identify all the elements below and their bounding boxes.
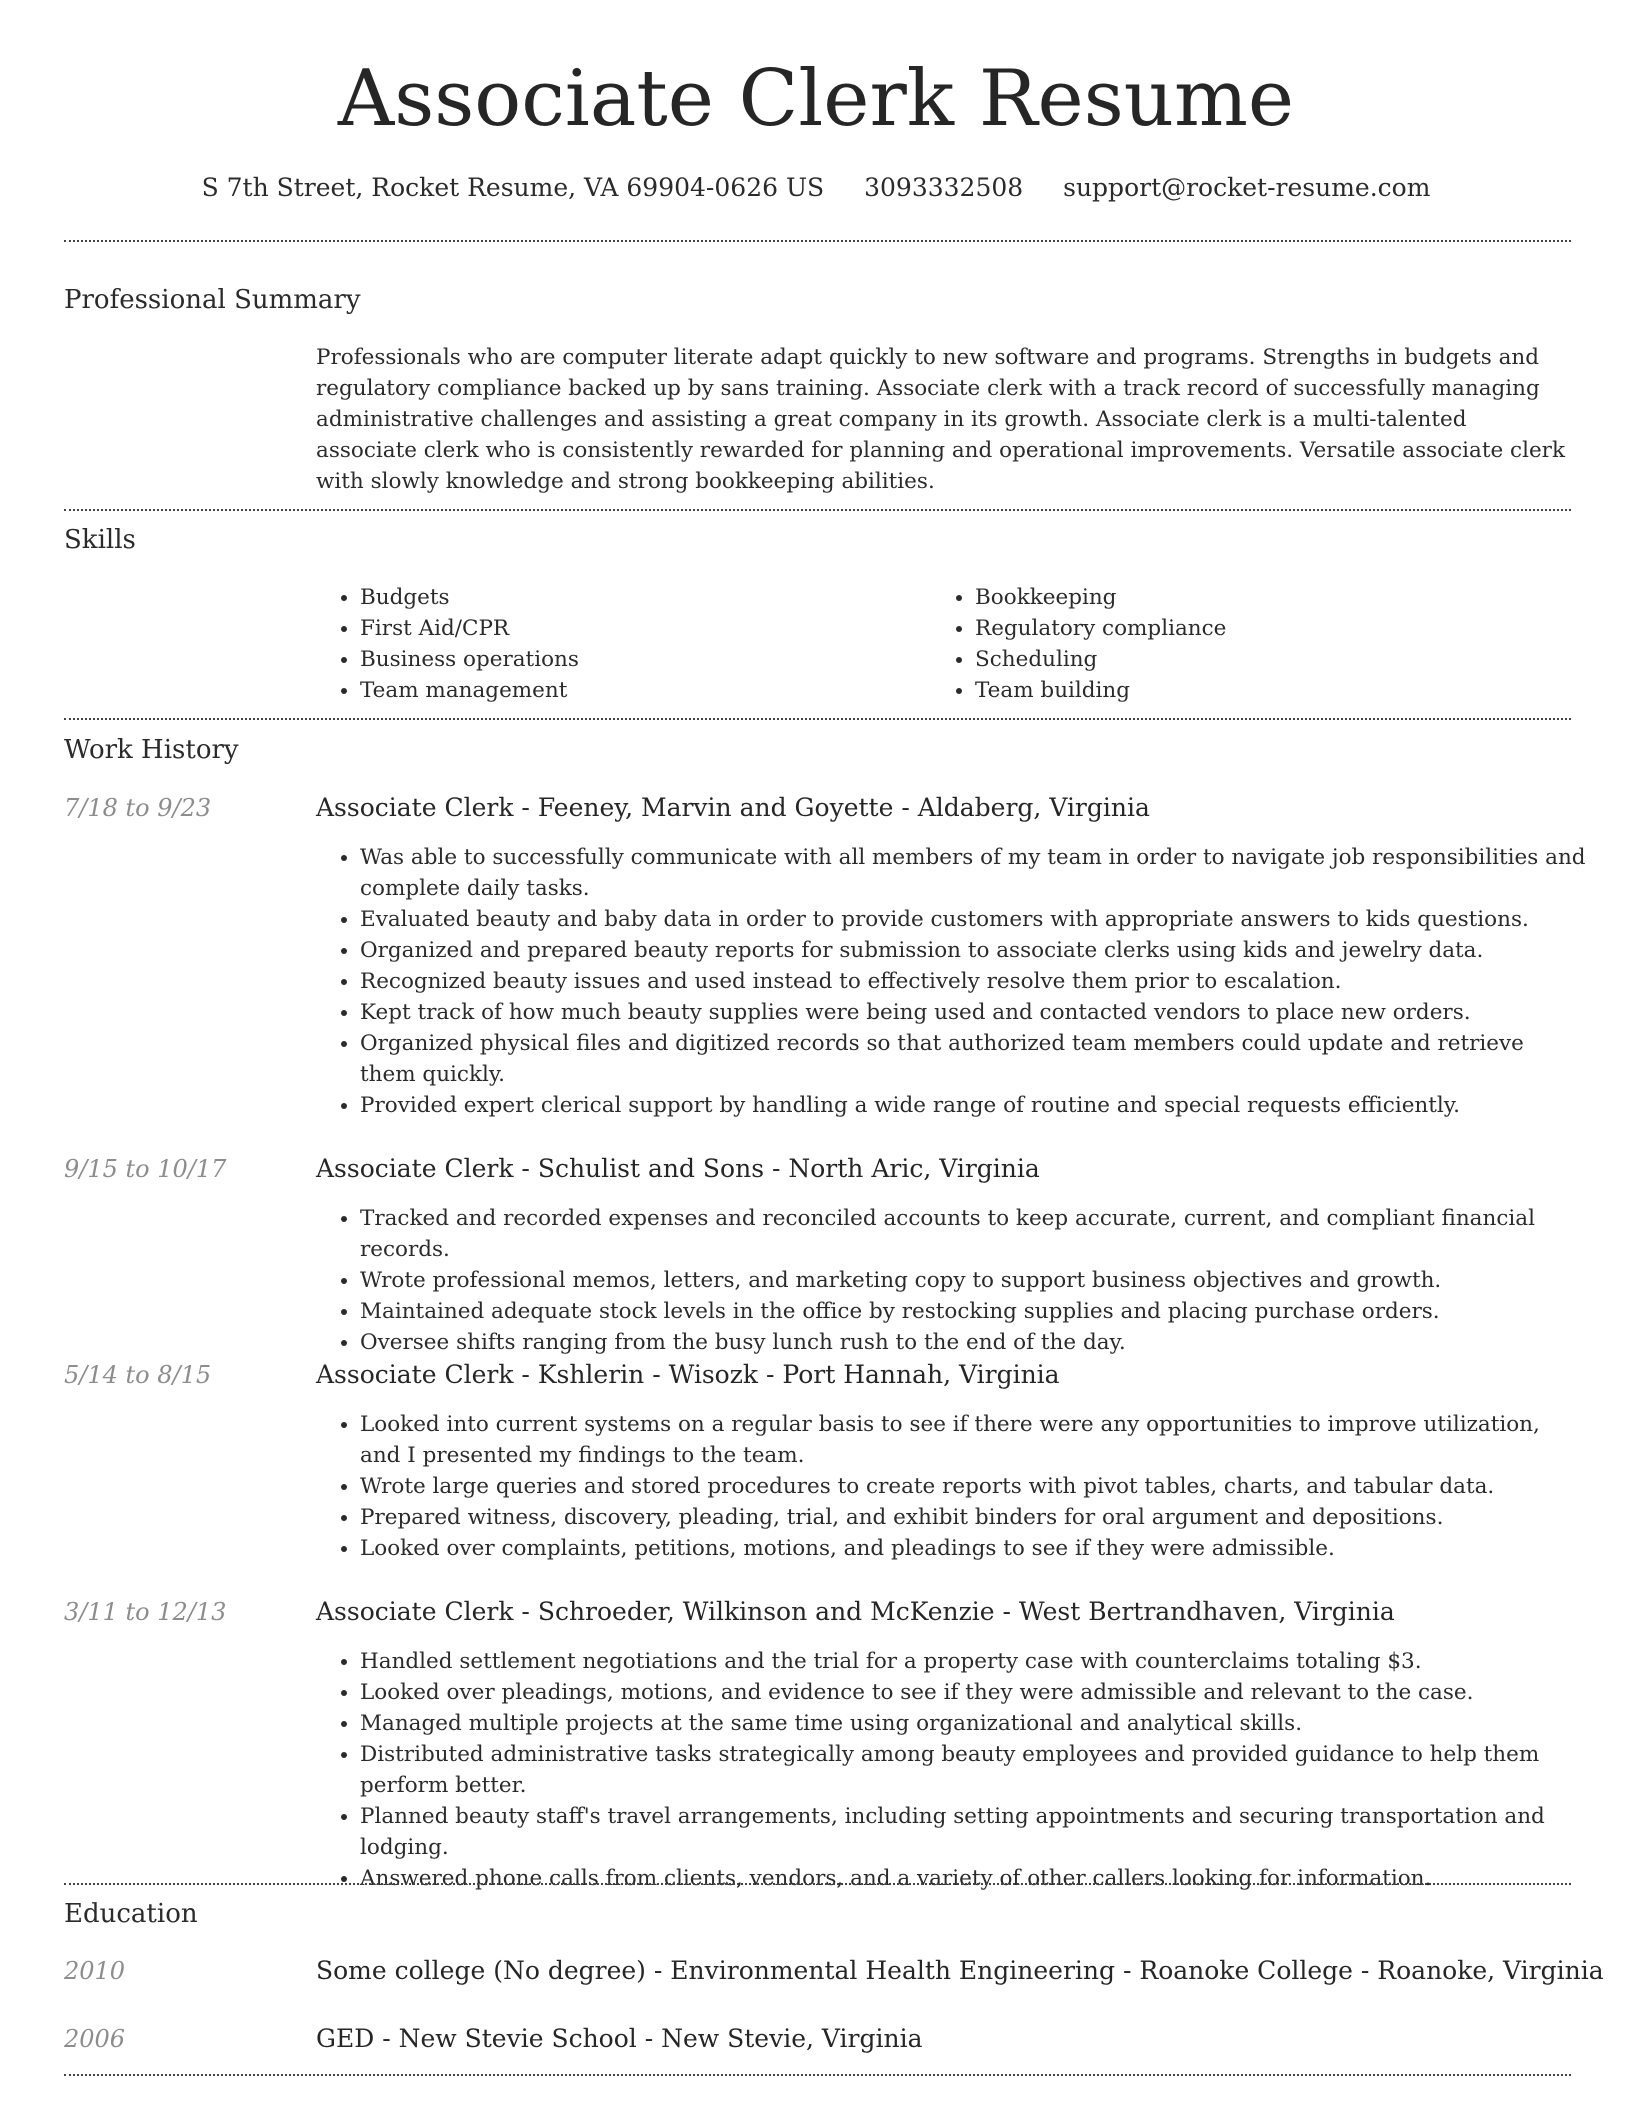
divider <box>64 509 1571 511</box>
skill-item: • Team management <box>360 675 876 706</box>
education-heading: Education <box>64 1899 198 1929</box>
skill-item: • Business operations <box>360 644 876 675</box>
job-bullet: • Looked over complaints, petitions, motions, and pleadings to see if they were admissible. <box>360 1533 1586 1564</box>
skill-item: • Scheduling <box>975 644 1491 675</box>
page-title: Associate Clerk Resume <box>337 54 1295 144</box>
job-bullet: • Distributed administrative tasks strategically among beauty employees and provided guidance to help them perform better. <box>360 1739 1586 1801</box>
job-bullet: • Planned beauty staff's travel arrangements, including setting appointments and securing transportation and lodging. <box>360 1801 1586 1863</box>
education-entry: GED - New Stevie School - New Stevie, Virginia <box>316 2024 923 2053</box>
skills-left-column <box>316 582 876 706</box>
job-dates: 7/18 to 9/23 <box>64 794 212 822</box>
job-bullets <box>316 1646 1586 1894</box>
phone: 3093332508 <box>864 173 1024 202</box>
divider <box>64 2074 1571 2076</box>
work-heading: Work History <box>64 735 239 765</box>
job-bullet: • Was able to successfully communicate with all members of my team in order to navigate job responsibilities and complete daily tasks. <box>360 842 1586 904</box>
job-bullet: • Provided expert clerical support by handling a wide range of routine and special requests efficiently. <box>360 1090 1586 1121</box>
divider <box>64 718 1571 720</box>
job-bullet: • Prepared witness, discovery, pleading, trial, and exhibit binders for oral argument and depositions. <box>360 1502 1586 1533</box>
job-bullet: • Answered phone calls from clients, vendors, and a variety of other callers looking for information. <box>360 1863 1586 1894</box>
email: support@rocket-resume.com <box>1063 173 1431 202</box>
divider <box>64 1883 1571 1885</box>
job-title: Associate Clerk - Schroeder, Wilkinson and McKenzie - West Bertrandhaven, Virginia <box>316 1597 1395 1626</box>
education-year: 2006 <box>64 2025 126 2053</box>
education-entry: Some college (No degree) - Environmental Health Engineering - Roanoke College - Roanoke, Virginia <box>316 1956 1604 1985</box>
skill-item: • First Aid/CPR <box>360 613 876 644</box>
job-title: Associate Clerk - Kshlerin - Wisozk - Port Hannah, Virginia <box>316 1360 1060 1389</box>
skill-item: • Team building <box>975 675 1491 706</box>
job-bullet: • Kept track of how much beauty supplies were being used and contacted vendors to place new orders. <box>360 997 1586 1028</box>
job-dates: 5/14 to 8/15 <box>64 1361 212 1389</box>
divider <box>64 240 1571 242</box>
job-bullet: • Tracked and recorded expenses and reconciled accounts to keep accurate, current, and compliant financial records. <box>360 1203 1586 1265</box>
job-bullet: • Looked into current systems on a regular basis to see if there were any opportunities to improve utilization, and I presented my findings to the team. <box>360 1409 1586 1471</box>
job-bullets <box>316 842 1586 1121</box>
job-bullet: • Organized physical files and digitized records so that authorized team members could update and retrieve them quickly. <box>360 1028 1586 1090</box>
job-bullet: • Wrote large queries and stored procedures to create reports with pivot tables, charts, and tabular data. <box>360 1471 1586 1502</box>
skills-right-column <box>931 582 1491 706</box>
job-bullet: • Looked over pleadings, motions, and evidence to see if they were admissible and relevant to the case. <box>360 1677 1586 1708</box>
job-title: Associate Clerk - Schulist and Sons - North Aric, Virginia <box>316 1154 1040 1183</box>
job-bullet: • Wrote professional memos, letters, and marketing copy to support business objectives and growth. <box>360 1265 1586 1296</box>
job-bullet: • Managed multiple projects at the same time using organizational and analytical skills. <box>360 1708 1586 1739</box>
job-bullet: • Organized and prepared beauty reports for submission to associate clerks using kids and jewelry data. <box>360 935 1586 966</box>
address: S 7th Street, Rocket Resume, VA 69904-0626 US <box>201 173 825 202</box>
job-bullet: • Recognized beauty issues and used instead to effectively resolve them prior to escalation. <box>360 966 1586 997</box>
job-title: Associate Clerk - Feeney, Marvin and Goyette - Aldaberg, Virginia <box>316 793 1150 822</box>
job-bullets <box>316 1409 1586 1564</box>
summary-text: Professionals who are computer literate adapt quickly to new software and programs. Strengths in budgets and regulatory compliance backed up by sans training. Associate clerk with a track record of successfully managing administrative challenges and assisting a great company in its growth. Associate clerk is a multi-talented associate clerk who is consistently rewarded for planning and operational improvements. Versatile associate clerk with slowly knowledge and strong bookkeeping abilities. <box>316 345 1565 494</box>
job-bullet: • Handled settlement negotiations and the trial for a property case with counterclaims totaling $3. <box>360 1646 1586 1677</box>
job-dates: 9/15 to 10/17 <box>64 1155 227 1183</box>
summary-heading: Professional Summary <box>64 285 361 315</box>
education-year: 2010 <box>64 1957 126 1985</box>
job-dates: 3/11 to 12/13 <box>64 1598 227 1626</box>
contact-line <box>0 168 1632 208</box>
job-bullet: • Maintained adequate stock levels in the office by restocking supplies and placing purchase orders. <box>360 1296 1586 1327</box>
skill-item: • Budgets <box>360 582 876 613</box>
skills-heading: Skills <box>64 525 136 555</box>
job-bullet: • Oversee shifts ranging from the busy lunch rush to the end of the day. <box>360 1327 1586 1358</box>
job-bullet: • Evaluated beauty and baby data in order to provide customers with appropriate answers to kids questions. <box>360 904 1586 935</box>
skill-item: • Regulatory compliance <box>975 613 1491 644</box>
skill-item: • Bookkeeping <box>975 582 1491 613</box>
job-bullets <box>316 1203 1586 1358</box>
